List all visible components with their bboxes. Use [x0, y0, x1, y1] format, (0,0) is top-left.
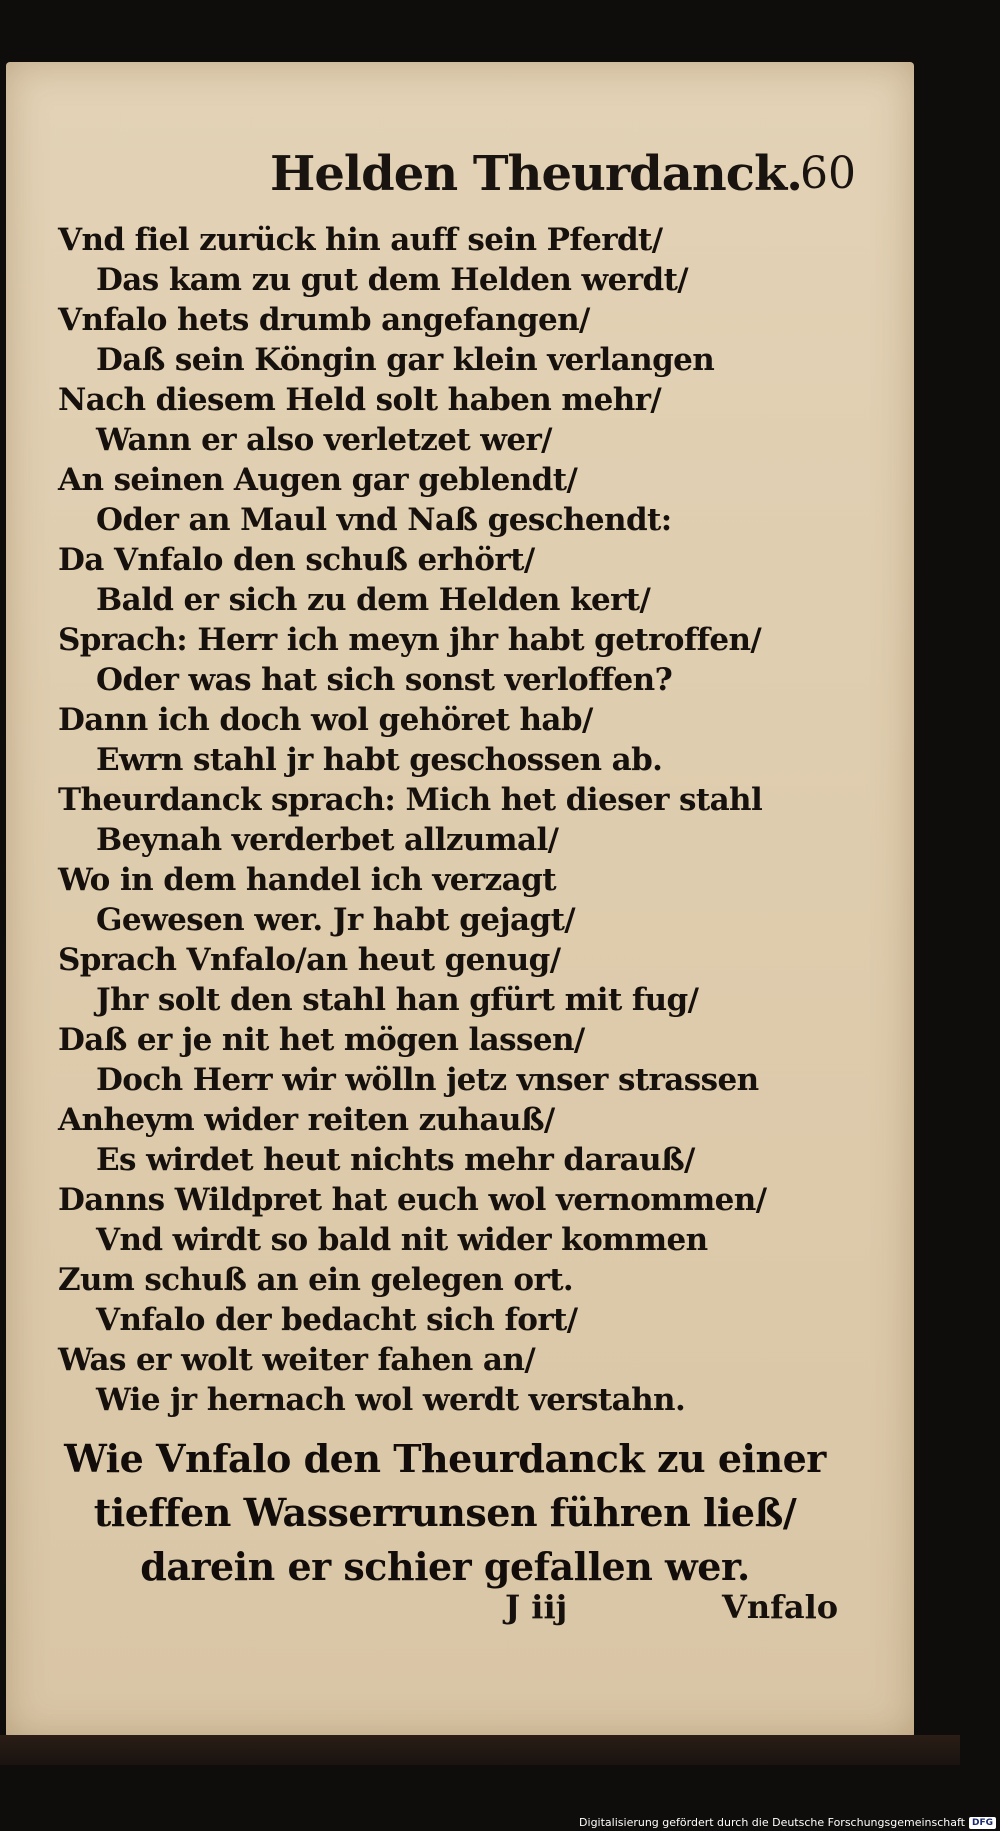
verse-line: Da Vnfalo den schuß erhört/ [58, 542, 535, 578]
verse-line: Vnd fiel zurück hin auff sein Pferdt/ [58, 222, 663, 258]
verse-line: Sprach: Herr ich meyn jhr habt getroffen/ [58, 622, 762, 658]
verse-list [58, 222, 888, 1422]
verse-line: Gewesen wer. Jr habt gejagt/ [96, 902, 576, 938]
verse-line: Daß er je nit het mögen lassen/ [58, 1022, 585, 1058]
chapter-heading [30, 1432, 860, 1594]
verse-line: Es wirdet heut nichts mehr darauß/ [96, 1142, 695, 1178]
verse-line: Jhr solt den stahl han gfürt mit fug/ [96, 982, 699, 1018]
verse-line: Doch Herr wir wölln jetz vnser strassen [96, 1062, 759, 1098]
verse-line: Bald er sich zu dem Helden kert/ [96, 582, 651, 618]
page-number: 60 [800, 148, 856, 199]
digitization-credit [579, 1816, 996, 1829]
verse-line: Wie jr hernach wol werdt verstahn. [96, 1382, 686, 1418]
chapter-heading-line: Wie Vnfalo den Theurdanck zu einer [64, 1436, 826, 1481]
page-bottom-edge [0, 1735, 960, 1765]
verse-line: Vnfalo hets drumb angefangen/ [58, 302, 590, 338]
verse-line: An seinen Augen gar geblendt/ [58, 462, 578, 498]
verse-line: Oder was hat sich sonst verloffen? [96, 662, 673, 698]
verse-line: Das kam zu gut dem Helden werdt/ [96, 262, 689, 298]
chapter-heading-line: darein er schier gefallen wer. [140, 1544, 750, 1589]
verse-line: Vnd wirdt so bald nit wider kommen [96, 1222, 708, 1258]
verse-line: Anheym wider reiten zuhauß/ [58, 1102, 555, 1138]
verse-line: Sprach Vnfalo/an heut genug/ [58, 942, 561, 978]
verse-line: Was er wolt weiter fahen an/ [58, 1342, 536, 1378]
signature-mark: J iij [505, 1588, 568, 1626]
catchword: Vnfalo [722, 1588, 839, 1626]
verse-line: Ewrn stahl jr habt geschossen ab. [96, 742, 663, 778]
verse-line: Nach diesem Held solt haben mehr/ [58, 382, 662, 418]
verse-line: Danns Wildpret hat euch wol vernommen/ [58, 1182, 767, 1218]
verse-line: Dann ich doch wol gehöret hab/ [58, 702, 593, 738]
chapter-heading-line: tieffen Wasserrunsen führen ließ/ [93, 1490, 797, 1535]
verse-line: Daß sein Köngin gar klein verlangen [96, 342, 715, 378]
page-footer-marks [0, 1588, 920, 1638]
verse-line: Zum schuß an ein gelegen ort. [58, 1262, 574, 1298]
page-header [0, 146, 920, 216]
running-head: Helden Theurdanck. [270, 146, 802, 202]
dfg-logo: DFG [969, 1817, 996, 1829]
verse-line: Theurdanck sprach: Mich het dieser stahl [58, 782, 763, 818]
verse-line: Wann er also verletzet wer/ [96, 422, 552, 458]
verse-line: Oder an Maul vnd Naß geschendt: [96, 502, 672, 538]
credit-text: Digitalisierung gefördert durch die Deutsche Forschungsgemeinschaft [579, 1816, 965, 1829]
verse-line: Beynah verderbet allzumal/ [96, 822, 559, 858]
verse-line: Wo in dem handel ich verzagt [58, 862, 556, 898]
verse-line: Vnfalo der bedacht sich fort/ [96, 1302, 578, 1338]
